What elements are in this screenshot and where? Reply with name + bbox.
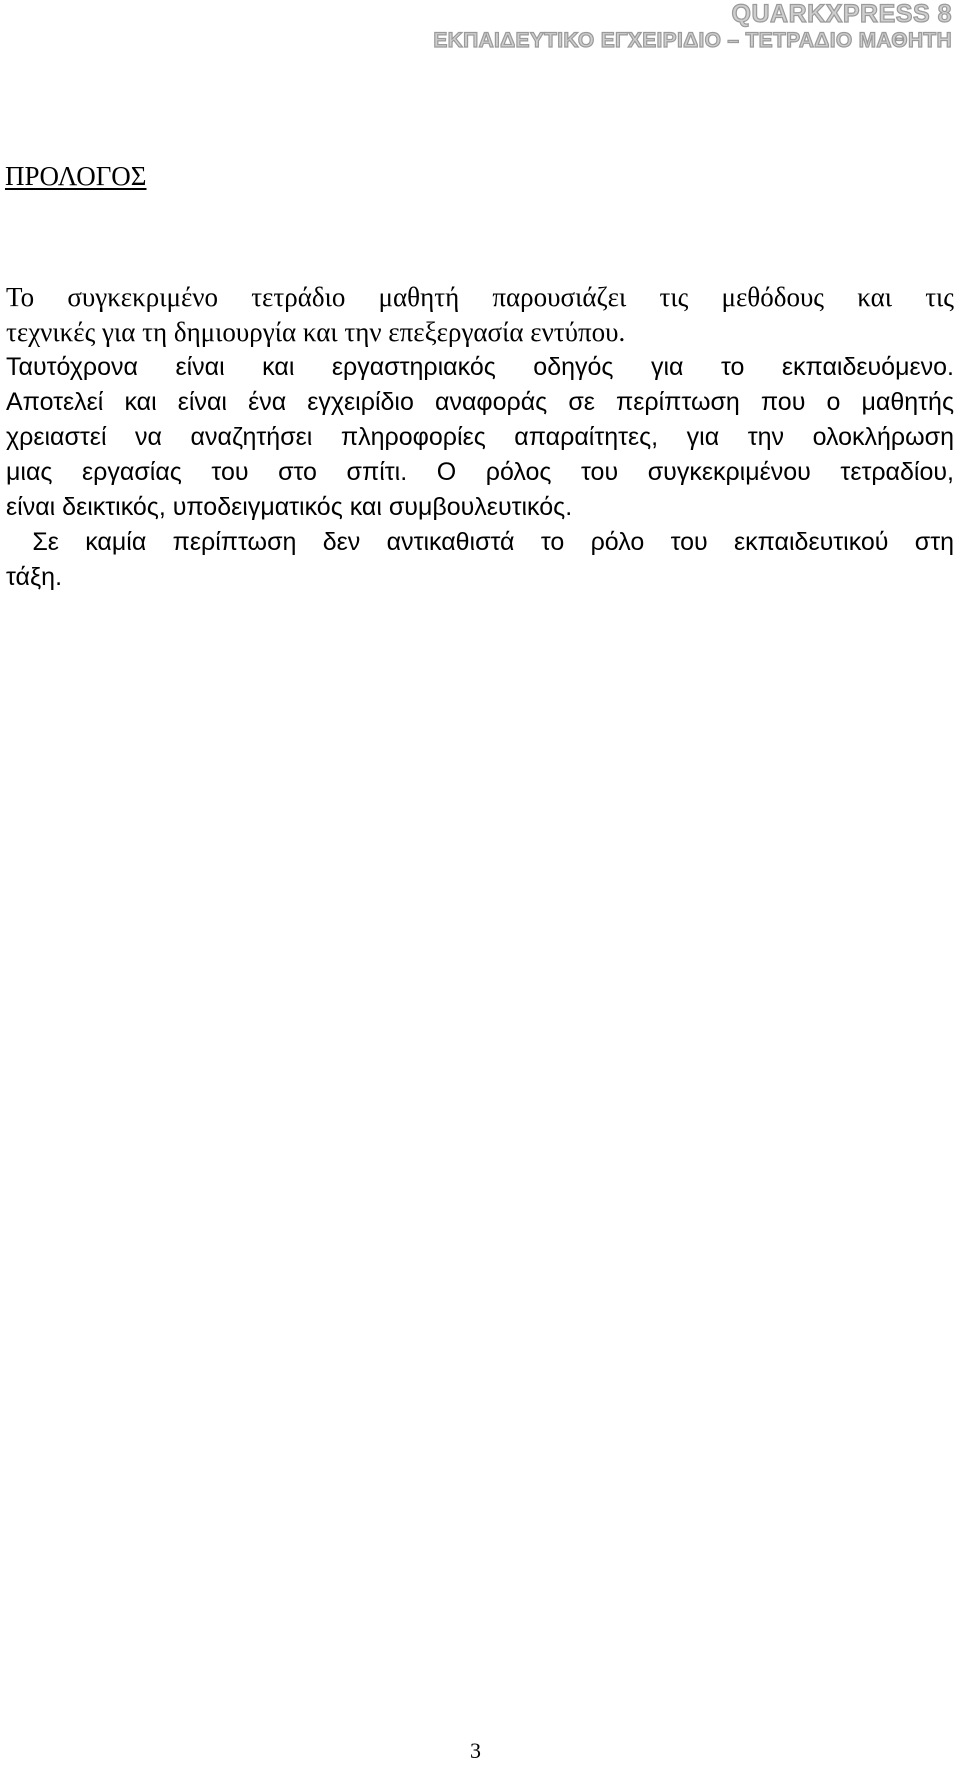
body-line: τεχνικές για τη δημιουργία και την επεξεργασία εντύπου.: [6, 317, 626, 347]
body-line: μιας εργασίας του στο σπίτι. Ο ρόλος του συγκεκριμένου τετραδίου,: [6, 458, 954, 486]
header-manual-subtitle: ΕΚΠΑΙΔΕΥΤΙΚΟ ΕΓΧΕΙΡΙΔΙΟ – ΤΕΤΡΑΔΙΟ ΜΑΘΗΤΗ: [433, 28, 952, 52]
header-product-title: QUARKXPRESS 8: [731, 0, 952, 28]
body-line: Σε καμία περίπτωση δεν αντικαθιστά το ρόλο του εκπαιδευτικού στη: [6, 528, 954, 556]
section-title: ΠΡΟΛΟΓΟΣ: [5, 161, 147, 191]
body-line: Ταυτόχρονα είναι και εργαστηριακός οδηγός για το εκπαιδευόμενο.: [6, 353, 954, 381]
running-header: [433, 0, 952, 53]
body-line: Το συγκεκριμένο τετράδιο μαθητή παρουσιάζει τις μεθόδους και τις: [6, 282, 954, 312]
body-line: τάξη.: [6, 563, 63, 591]
body-line: είναι δεικτικός, υποδειγματικός και συμβουλευτικός.: [6, 493, 573, 521]
body-paragraph: [6, 280, 954, 595]
body-line: χρειαστεί να αναζητήσει πληροφορίες απαραίτητες, για την ολοκλήρωση: [6, 423, 954, 451]
page-number: 3: [470, 1738, 481, 1763]
body-line: Αποτελεί και είναι ένα εγχειρίδιο αναφοράς σε περίπτωση που ο μαθητής: [6, 388, 954, 416]
